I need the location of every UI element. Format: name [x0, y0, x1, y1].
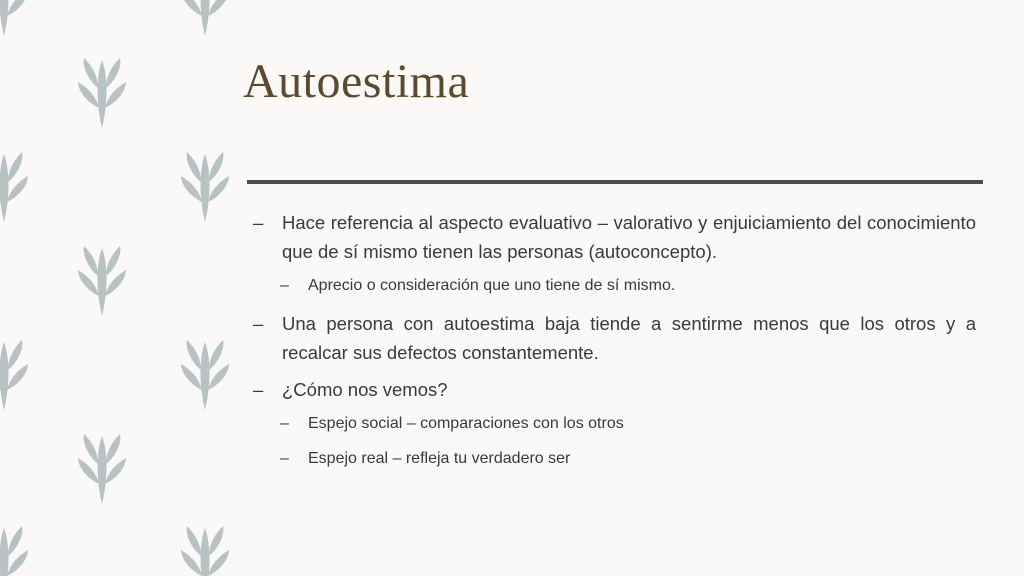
sub-bullet-text: Espejo social – comparaciones con los otros	[308, 415, 624, 432]
slide-title: Autoestima	[243, 55, 470, 108]
bullet-item	[253, 375, 976, 404]
bullet-dash: –	[280, 277, 289, 294]
sub-bullet-text: Aprecio o consideración que uno tiene de sí mismo.	[308, 277, 676, 294]
sub-bullet-item	[253, 274, 976, 298]
leaf-sprig-icon	[181, 340, 229, 410]
bullet-dash: –	[253, 379, 264, 400]
leaf-sprig-icon	[0, 340, 28, 410]
bullet-item	[253, 208, 976, 266]
leaf-sprig-icon	[0, 152, 28, 222]
bullet-text: Una persona con autoestima baja tiende a sentirme menos que los otros y a recalcar sus defectos constantemente.	[282, 313, 976, 363]
bullet-text: Hace referencia al aspecto evaluativo – valorativo y enjuiciamiento del conocimiento que de sí mismo tienen las personas (autoconcepto).	[282, 212, 976, 262]
leaf-sprig-icon	[181, 526, 229, 576]
bullet-list	[253, 208, 976, 482]
leaf-sprig-icon	[181, 152, 229, 222]
sub-bullet-item	[253, 447, 976, 471]
bullet-dash: –	[253, 212, 264, 233]
bullet-dash: –	[280, 415, 289, 432]
leaf-sprig-icon	[78, 58, 126, 128]
sub-bullet-item	[253, 412, 976, 436]
leaf-sprig-icon	[78, 246, 126, 316]
sub-bullet-text: Espejo real – refleja tu verdadero ser	[308, 450, 571, 467]
leaf-sprig-icon	[0, 526, 28, 576]
leaf-sprig-icon	[181, 0, 229, 36]
bullet-item	[253, 309, 976, 367]
title-divider	[247, 180, 983, 184]
leaf-sprig-icon	[78, 434, 126, 504]
leaf-pattern-decoration	[0, 0, 240, 576]
bullet-text: ¿Cómo nos vemos?	[282, 379, 448, 400]
leaf-sprig-icon	[0, 0, 28, 36]
bullet-dash: –	[253, 313, 264, 334]
bullet-dash: –	[280, 450, 289, 467]
